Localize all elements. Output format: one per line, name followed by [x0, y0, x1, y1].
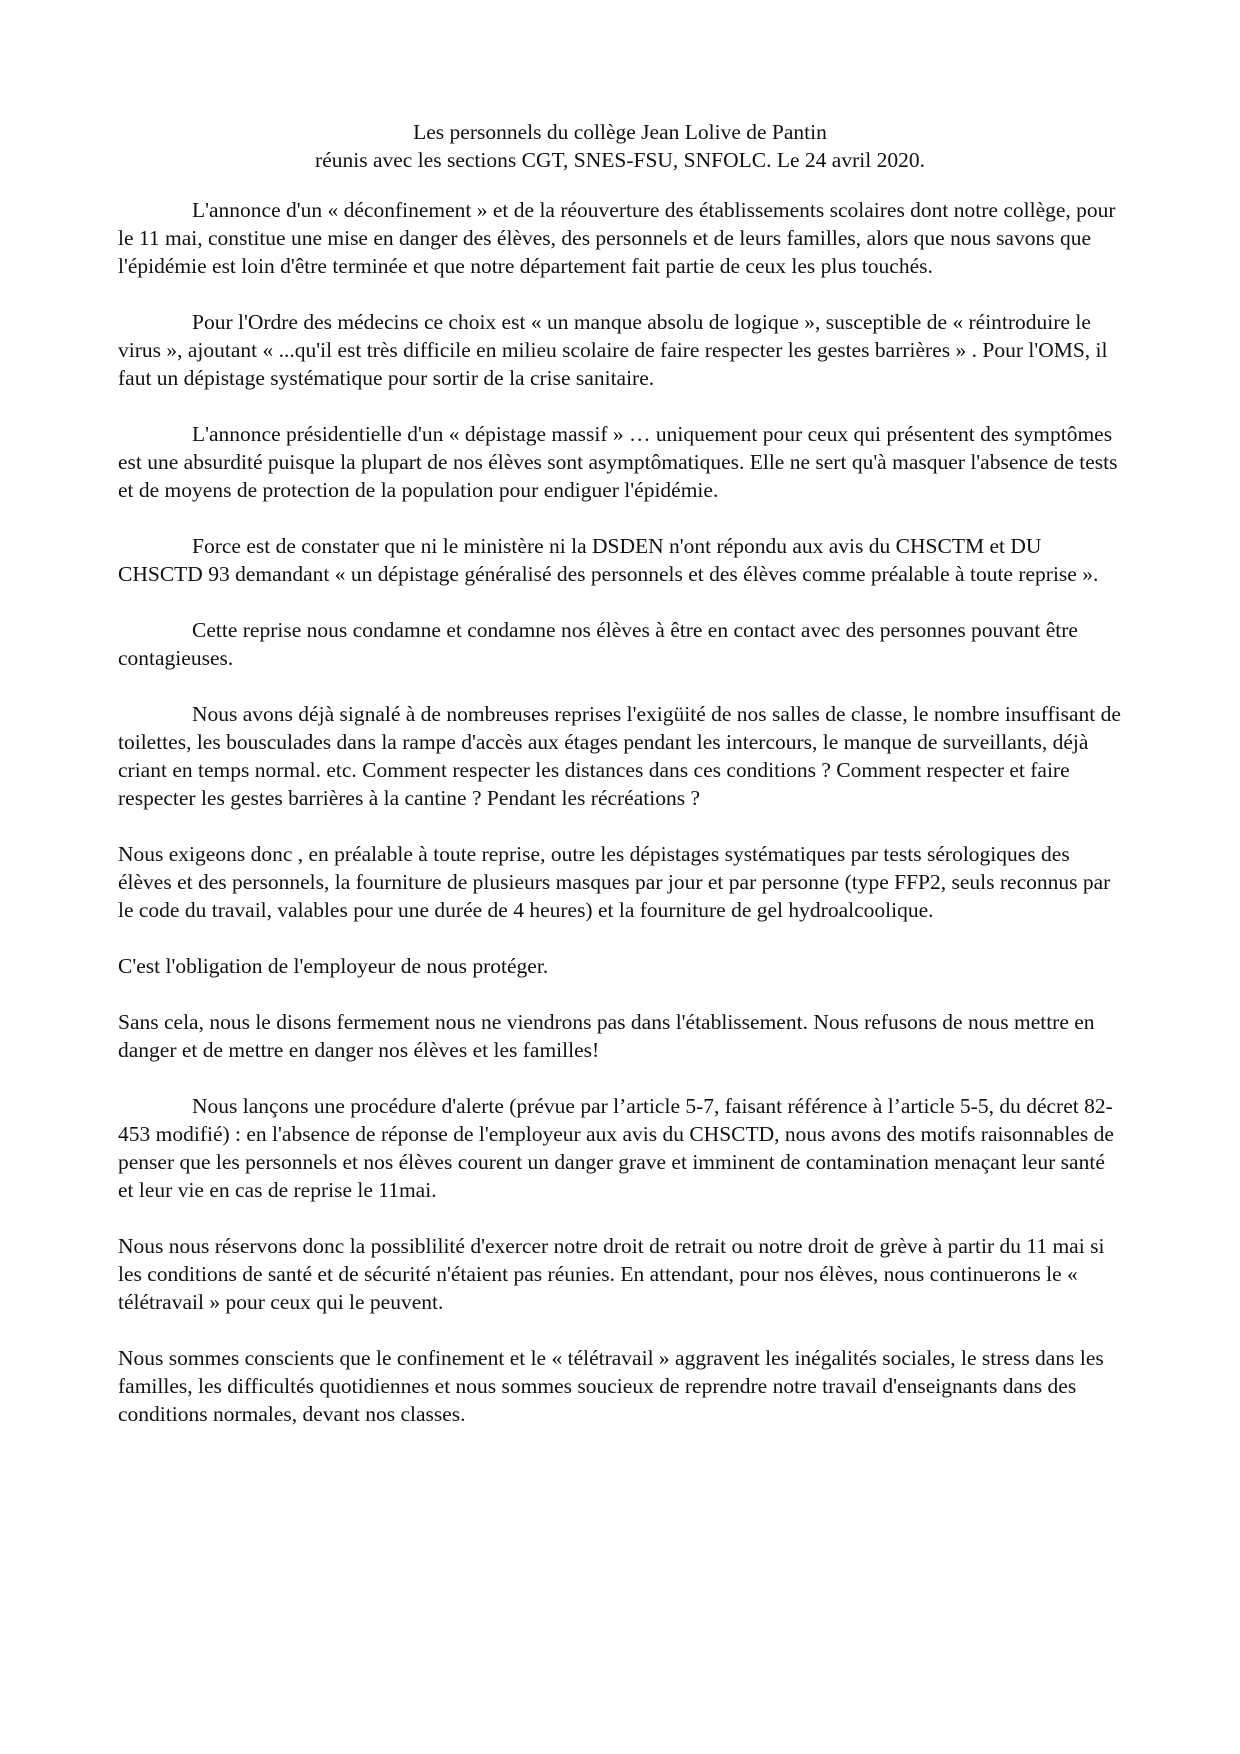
- document-page: [118, 118, 1122, 1428]
- paragraph-8: C'est l'obligation de l'employeur de nous protéger.: [118, 954, 549, 978]
- paragraph-2: Pour l'Ordre des médecins ce choix est « un manque absolu de logique », susceptible de « réintroduire le virus », ajoutant « ...qu'il est très difficile en milieu scolaire de faire respecter les gestes barrières » . Pour l'OMS, il faut un dépistage systématique pour sortir de la crise sanitaire.: [118, 310, 1108, 390]
- paragraph-9: Sans cela, nous le disons fermement nous ne viendrons pas dans l'établissement. Nous refusons de nous mettre en danger et de mettre en danger nos élèves et les familles!: [118, 1010, 1095, 1062]
- header-line-1: Les personnels du collège Jean Lolive de Pantin: [413, 120, 827, 144]
- paragraph-5: Cette reprise nous condamne et condamne nos élèves à être en contact avec des personnes pouvant être contagieuses.: [118, 618, 1078, 670]
- paragraph-6: Nous avons déjà signalé à de nombreuses reprises l'exigüité de nos salles de classe, le nombre insuffisant de toilettes, les bousculades dans la rampe d'accès aux étages pendant les intercours, le manque de surveillants, déjà criant en temps normal. etc. Comment respecter les distances dans ces conditions ? Comment respecter et faire respecter les gestes barrières à la cantine ? Pendant les récréations ?: [118, 702, 1121, 810]
- paragraph-12: Nous sommes conscients que le confinement et le « télétravail » aggravent les inégalités sociales, le stress dans les familles, les difficultés quotidiennes et nous sommes soucieux de reprendre notre travail d'enseignants dans des conditions normales, devant nos classes.: [118, 1346, 1104, 1426]
- paragraph-7: Nous exigeons donc , en préalable à toute reprise, outre les dépistages systématiques par tests sérologiques des élèves et des personnels, la fourniture de plusieurs masques par jour et par personne (type FFP2, seuls reconnus par le code du travail, valables pour une durée de 4 heures) et la fourniture de gel hydroalcoolique.: [118, 842, 1111, 922]
- paragraph-10: Nous lançons une procédure d'alerte (prévue par l’article 5-7, faisant référence à l’article 5-5, du décret 82-453 modifié) : en l'absence de réponse de l'employeur aux avis du CHSCTD, nous avons des motifs raisonnables de penser que les personnels et nos élèves courent un danger grave et imminent de contamination menaçant leur santé et leur vie en cas de reprise le 11mai.: [118, 1094, 1114, 1202]
- paragraph-4: Force est de constater que ni le ministère ni la DSDEN n'ont répondu aux avis du CHSCTM et DU CHSCTD 93 demandant « un dépistage généralisé des personnels et des élèves comme préalable à toute reprise ».: [118, 534, 1099, 586]
- document-header: [118, 118, 1122, 174]
- paragraph-1: L'annonce d'un « déconfinement » et de la réouverture des établissements scolaires dont notre collège, pour le 11 mai, constitue une mise en danger des élèves, des personnels et de leurs familles, alors que nous savons que l'épidémie est loin d'être terminée et que notre département fait partie de ceux les plus touchés.: [118, 198, 1116, 278]
- paragraph-11: Nous nous réservons donc la possiblilité d'exercer notre droit de retrait ou notre droit de grève à partir du 11 mai si les conditions de santé et de sécurité n'étaient pas réunies. En attendant, pour nos élèves, nous continuerons le « télétravail » pour ceux qui le peuvent.: [118, 1234, 1105, 1314]
- paragraph-3: L'annonce présidentielle d'un « dépistage massif » … uniquement pour ceux qui présentent des symptômes est une absurdité puisque la plupart de nos élèves sont asymptômatiques. Elle ne sert qu'à masquer l'absence de tests et de moyens de protection de la population pour endiguer l'épidémie.: [118, 422, 1118, 502]
- header-line-2: réunis avec les sections CGT, SNES-FSU, SNFOLC. Le 24 avril 2020.: [315, 148, 925, 172]
